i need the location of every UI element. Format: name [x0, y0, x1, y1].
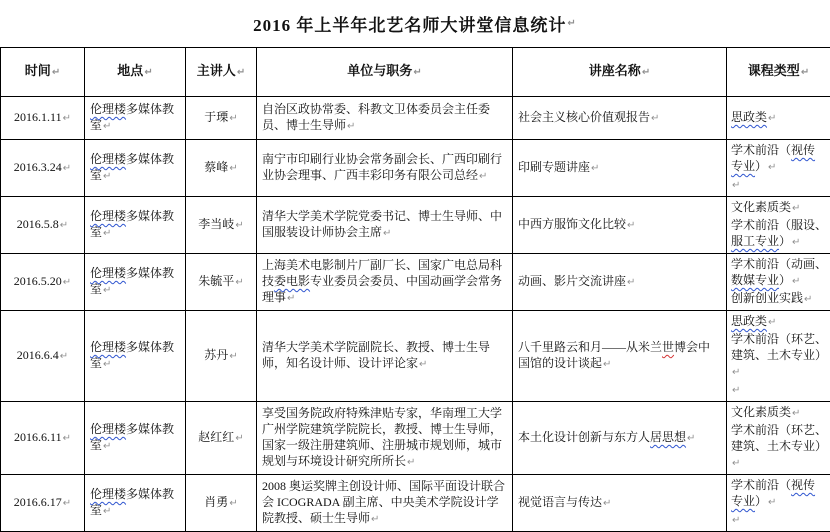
squiggle-blue-text: 视传专业: [731, 143, 815, 173]
text-run: 2016.6.11: [14, 430, 62, 444]
cell-date: [1, 254, 85, 311]
table-row: [1, 254, 830, 311]
cell-course-type: [727, 475, 830, 532]
paragraph-mark: ↵: [237, 67, 245, 78]
paragraph-mark: ↵: [103, 285, 111, 296]
cell-unit: [257, 97, 513, 140]
column-header-type: [727, 48, 830, 97]
column-header-label: 单位与职务: [347, 63, 412, 78]
squiggle-blue-text: 伦理楼: [90, 266, 126, 280]
cell-location: [85, 402, 186, 475]
lecture-title-text: [518, 216, 721, 234]
paragraph-mark: ↵: [235, 433, 243, 444]
table-row: [1, 197, 830, 254]
paragraph-mark: ↵: [383, 228, 391, 239]
text-run: 文化素质类: [731, 405, 791, 419]
cell-course-type: [727, 197, 830, 254]
lecture-title-text: [518, 339, 721, 373]
cell-lecture: [513, 197, 727, 254]
cell-lecture: [513, 402, 727, 475]
text-run: 蔡峰: [204, 160, 228, 174]
text-run: 视觉语言与传达: [518, 495, 602, 509]
column-header-time: [1, 48, 85, 97]
paragraph-mark: ↵: [63, 113, 71, 124]
paragraph-mark: ↵: [768, 497, 776, 508]
paragraph-mark: ↵: [63, 498, 71, 509]
table-row: [1, 311, 830, 402]
text-run: 八千里路云和月——从米兰: [518, 340, 662, 354]
cell-lecture: [513, 254, 727, 311]
paragraph-mark: ↵: [371, 514, 379, 525]
course-type-line: [731, 477, 827, 511]
paragraph-mark: ↵: [567, 18, 576, 29]
course-type-line: [731, 331, 827, 381]
squiggle-blue-text: 伦理楼: [90, 422, 126, 436]
text-run: 学术前沿（动画、: [731, 257, 827, 271]
text-run: 2016.6.4: [17, 348, 59, 362]
unit-text: [262, 478, 507, 528]
paragraph-mark: ↵: [642, 67, 650, 78]
text-run: 赵红红: [198, 430, 234, 444]
paragraph-mark: ↵: [229, 498, 237, 509]
paragraph-mark: ↵: [687, 433, 695, 444]
paragraph-mark: ↵: [801, 67, 809, 78]
cell-speaker: [186, 475, 257, 532]
text-run: 学术前沿（环艺、建筑、土木专业）: [731, 423, 827, 453]
paragraph-mark: ↵: [229, 351, 237, 362]
location-text: [90, 101, 180, 135]
cell-date: [1, 197, 85, 254]
cell-unit: [257, 140, 513, 197]
text-run: 动画、影片交流讲座: [518, 274, 626, 288]
paragraph-mark: ↵: [627, 277, 635, 288]
paragraph-mark: ↵: [103, 441, 111, 452]
squiggle-blue-text: 伦理楼: [90, 152, 126, 166]
squiggle-blue-text: 委电影: [274, 274, 310, 288]
cell-course-type: [727, 254, 830, 311]
unit-text: [262, 405, 507, 471]
paragraph-mark: ↵: [63, 163, 71, 174]
squiggle-blue-text: 思政类: [731, 110, 767, 124]
course-type-line: [731, 381, 827, 399]
paragraph-mark: ↵: [732, 367, 740, 378]
cell-unit: [257, 197, 513, 254]
column-header-label: 讲座名称: [589, 63, 641, 78]
text-run: 苏丹: [204, 348, 228, 362]
paragraph-mark: ↵: [792, 276, 800, 287]
text-run: ）: [779, 234, 791, 248]
paragraph-mark: ↵: [603, 359, 611, 370]
paragraph-mark: ↵: [627, 220, 635, 231]
paragraph-mark: ↵: [479, 171, 487, 182]
table-row: [1, 402, 830, 475]
text-run: 多媒体教室: [90, 152, 174, 182]
squiggle-blue-text: 思政类: [731, 314, 767, 328]
text-run: 多媒体教室: [90, 340, 174, 370]
text-run: 多媒体教室: [90, 209, 174, 239]
cell-date: [1, 140, 85, 197]
course-type-line: [731, 422, 827, 472]
squiggle-blue-text: 居思想: [650, 430, 686, 444]
cell-unit: [257, 402, 513, 475]
paragraph-mark: ↵: [732, 458, 740, 469]
paragraph-mark: ↵: [235, 277, 243, 288]
text-run: 清华大学美术学院副院长、教授、博士生导师，知名设计师、设计评论家: [262, 340, 490, 370]
cell-lecture: [513, 97, 727, 140]
text-run: 自治区政协常委、科教文卫体委员会主任委员、博士生导师: [262, 102, 490, 132]
paragraph-mark: ↵: [52, 67, 60, 78]
paragraph-mark: ↵: [407, 457, 415, 468]
paragraph-mark: ↵: [229, 163, 237, 174]
paragraph-mark: ↵: [63, 277, 71, 288]
text-run: 多媒体教室: [90, 422, 174, 452]
paragraph-mark: ↵: [229, 113, 237, 124]
text-run: 社会主义核心价值观报告: [518, 110, 650, 124]
text-run: 本土化设计创新与东方人: [518, 430, 650, 444]
paragraph-mark: ↵: [792, 408, 800, 419]
text-run: 2016.6.17: [14, 495, 62, 509]
table-row: [1, 475, 830, 532]
paragraph-mark: ↵: [768, 113, 776, 124]
paragraph-mark: ↵: [103, 506, 111, 517]
location-text: [90, 339, 180, 373]
paragraph-mark: ↵: [103, 171, 111, 182]
text-run: 2016.5.20: [14, 274, 62, 288]
document-title-text: 2016 年上半年北艺名师大讲堂信息统计: [253, 11, 566, 36]
text-run: 中西方服饰文化比较: [518, 217, 626, 231]
course-type-line: [731, 313, 827, 331]
column-header-label: 课程类型: [748, 63, 800, 78]
course-type-line: [731, 199, 827, 217]
column-header-speaker: [186, 48, 257, 97]
unit-text: [262, 151, 507, 185]
paragraph-mark: ↵: [103, 121, 111, 132]
text-run: 朱毓平: [198, 274, 234, 288]
paragraph-mark: ↵: [651, 113, 659, 124]
paragraph-mark: ↵: [768, 162, 776, 173]
column-header-lecture: [513, 48, 727, 97]
text-run: 学术前沿（服设、: [731, 218, 827, 232]
cell-course-type: [727, 97, 830, 140]
course-type-line: [731, 142, 827, 176]
lecture-title-text: [518, 273, 721, 291]
paragraph-mark: ↵: [60, 220, 68, 231]
text-run: 2016.3.24: [14, 160, 62, 174]
lecture-title-text: [518, 429, 721, 447]
column-header-label: 时间: [25, 63, 51, 78]
text-run: 学术前沿（环艺、建筑、土木专业）: [731, 332, 827, 362]
location-text: [90, 265, 180, 299]
course-type-line: [731, 290, 827, 308]
paragraph-mark: ↵: [603, 498, 611, 509]
cell-speaker: [186, 97, 257, 140]
text-run: 清华大学美术学院党委书记、博士生导师、中国服装设计师协会主席: [262, 209, 502, 239]
cell-speaker: [186, 311, 257, 402]
lecture-title-text: [518, 494, 721, 512]
squiggle-blue-text: 数媒专业: [731, 273, 779, 287]
document-title: [0, 0, 830, 47]
header-row: [1, 48, 830, 97]
paragraph-mark: ↵: [144, 67, 152, 78]
paragraph-mark: ↵: [287, 293, 295, 304]
cell-location: [85, 475, 186, 532]
course-type-line: [731, 404, 827, 422]
paragraph-mark: ↵: [792, 203, 800, 214]
paragraph-mark: ↵: [63, 433, 71, 444]
cell-location: [85, 254, 186, 311]
cell-location: [85, 197, 186, 254]
text-run: 南宁市印刷行业协会常务副会长、广西印刷行业协会理事、广西丰彩印务有限公司总经: [262, 152, 502, 182]
text-run: 2008 奥运奖牌主创设计师、国际平面设计联合会 ICOGRADA 副主席、中央美术学院设计学院教授、硕士生导师: [262, 479, 505, 525]
text-run: 学术前沿（: [731, 478, 791, 492]
text-run: 文化素质类: [731, 200, 791, 214]
cell-speaker: [186, 197, 257, 254]
text-run: 李当岐: [198, 217, 234, 231]
course-type-line: [731, 217, 827, 251]
paragraph-mark: ↵: [804, 294, 812, 305]
location-text: [90, 208, 180, 242]
cell-location: [85, 97, 186, 140]
cell-location: [85, 311, 186, 402]
unit-text: [262, 257, 507, 307]
text-run: ）: [755, 159, 767, 173]
cell-course-type: [727, 402, 830, 475]
text-run: 多媒体教室: [90, 266, 174, 296]
cell-course-type: [727, 311, 830, 402]
cell-date: [1, 311, 85, 402]
text-run: 享受国务院政府特殊津贴专家，华南理工大学广州学院建筑学院院长，教授、博士生导师，国家一级注册建筑师、注册城市规划师，城市规划与环境设计研究所所长: [262, 406, 502, 468]
cell-speaker: [186, 402, 257, 475]
paragraph-mark: ↵: [103, 228, 111, 239]
table-row: [1, 97, 830, 140]
cell-location: [85, 140, 186, 197]
cell-lecture: [513, 140, 727, 197]
squiggle-blue-text: 视传专业: [731, 478, 815, 508]
text-run: 2016.5.8: [17, 217, 59, 231]
cell-speaker: [186, 254, 257, 311]
cell-course-type: [727, 140, 830, 197]
unit-text: [262, 208, 507, 242]
squiggle-blue-text: 服工专业: [731, 234, 779, 248]
cell-unit: [257, 254, 513, 311]
table-row: [1, 140, 830, 197]
text-run: 肖勇: [204, 495, 228, 509]
unit-text: [262, 101, 507, 135]
text-run: 于瑮: [204, 110, 228, 124]
squiggle-blue-text: 伦理楼: [90, 209, 126, 223]
lecture-title-text: [518, 109, 721, 127]
paragraph-mark: ↵: [732, 385, 740, 396]
paragraph-mark: ↵: [732, 515, 740, 526]
text-run: 博会中国馆的设计谈起: [518, 340, 710, 370]
text-run: 专业委员会委员、中国动画学会常务理事: [262, 274, 502, 304]
column-header-label: 地点: [117, 63, 143, 78]
paragraph-mark: ↵: [768, 317, 776, 328]
location-text: [90, 151, 180, 185]
location-text: [90, 421, 180, 455]
cell-speaker: [186, 140, 257, 197]
column-header-label: 主讲人: [197, 63, 236, 78]
course-type-line: [731, 511, 827, 529]
unit-text: [262, 339, 507, 373]
column-header-location: [85, 48, 186, 97]
lecture-title-text: [518, 159, 721, 177]
paragraph-mark: ↵: [591, 163, 599, 174]
course-type-line: [731, 109, 827, 127]
course-type-line: [731, 256, 827, 290]
squiggle-blue-text: 伦理楼: [90, 340, 126, 354]
paragraph-mark: ↵: [60, 351, 68, 362]
text-run: 多媒体教室: [90, 487, 174, 517]
text-run: ）: [755, 494, 767, 508]
paragraph-mark: ↵: [732, 180, 740, 191]
text-run: 上海美术电影制片厂副厂长、国家广电总局科技: [262, 258, 502, 288]
cell-date: [1, 402, 85, 475]
course-type-line: [731, 176, 827, 194]
paragraph-mark: ↵: [792, 237, 800, 248]
lecture-info-table: [0, 47, 830, 532]
cell-lecture: [513, 311, 727, 402]
paragraph-mark: ↵: [347, 121, 355, 132]
location-text: [90, 486, 180, 520]
paragraph-mark: ↵: [419, 359, 427, 370]
paragraph-mark: ↵: [235, 220, 243, 231]
cell-date: [1, 475, 85, 532]
text-run: 学术前沿（: [731, 143, 791, 157]
squiggle-blue-text: 伦理楼: [90, 102, 126, 116]
cell-date: [1, 97, 85, 140]
squiggle-blue-text: 伦理楼: [90, 487, 126, 501]
text-run: 多媒体教室: [90, 102, 174, 132]
text-run: 2016.1.11: [14, 110, 62, 124]
cell-lecture: [513, 475, 727, 532]
text-run: 创新创业实践: [731, 291, 803, 305]
text-run: 印刷专题讲座: [518, 160, 590, 174]
paragraph-mark: ↵: [103, 359, 111, 370]
column-header-unit: [257, 48, 513, 97]
squiggle-red-text: 世: [662, 340, 674, 354]
paragraph-mark: ↵: [413, 67, 421, 78]
text-run: ）: [779, 273, 791, 287]
cell-unit: [257, 475, 513, 532]
cell-unit: [257, 311, 513, 402]
